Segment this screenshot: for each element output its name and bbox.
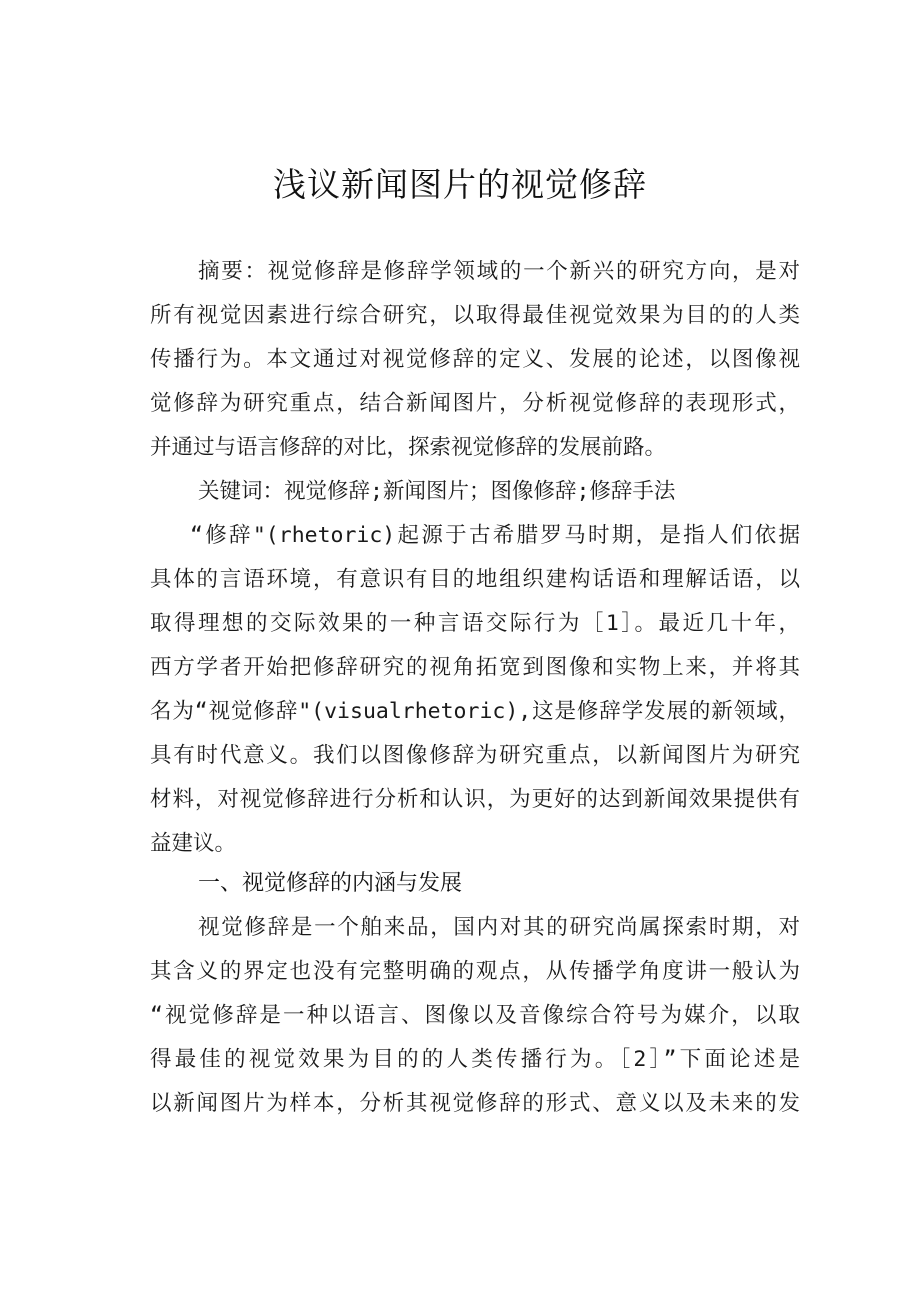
abstract-line: 传播行为。本文通过对视觉修辞的定义、发展的论述，以图像视 — [150, 347, 800, 372]
abstract-line: 摘要：视觉修辞是修辞学领域的一个新兴的研究方向，是对 — [198, 259, 800, 284]
section-heading: 一、视觉修辞的内涵与发展 — [198, 871, 463, 896]
intro-line: 具体的言语环境，有意识有目的地组织建构话语和理解话语，以 — [150, 567, 800, 592]
intro-line: 取得理想的交际效果的一种言语交际行为［1］。最近几十年， — [150, 611, 800, 636]
intro-line: 具有时代意义。我们以图像修辞为研究重点，以新闻图片为研究 — [150, 743, 800, 768]
section-line: 视觉修辞是一个舶来品，国内对其的研究尚属探索时期，对 — [198, 915, 800, 940]
intro-line: 名为“视觉修辞"(visualrhetoric),这是修辞学发展的新领域， — [150, 699, 800, 724]
document-title: 浅议新闻图片的视觉修辞 — [273, 165, 647, 204]
abstract-line: 所有视觉因素进行综合研究，以取得最佳视觉效果为目的的人类 — [150, 303, 800, 328]
abstract-line: 并通过与语言修辞的对比，探索视觉修辞的发展前路。 — [150, 435, 667, 460]
intro-line: 益建议。 — [150, 831, 237, 856]
keywords-line: 关键词：视觉修辞;新闻图片；图像修辞;修辞手法 — [198, 479, 676, 504]
section-line: 得最佳的视觉效果为目的的人类传播行为。［2］”下面论述是 — [150, 1047, 800, 1072]
abstract-line: 觉修辞为研究重点，结合新闻图片，分析视觉修辞的表现形式， — [150, 391, 800, 416]
section-line: 以新闻图片为样本，分析其视觉修辞的形式、意义以及未来的发 — [150, 1091, 800, 1116]
intro-line: “修辞"(rhetoric)起源于古希腊罗马时期，是指人们依据 — [190, 523, 800, 548]
section-line: “视觉修辞是一种以语言、图像以及音像综合符号为媒介，以取 — [150, 1003, 800, 1028]
intro-line: 西方学者开始把修辞研究的视角拓宽到图像和实物上来，并将其 — [150, 655, 800, 680]
section-line: 其含义的界定也没有完整明确的观点，从传播学角度讲一般认为 — [150, 959, 800, 984]
intro-line: 材料，对视觉修辞进行分析和认识，为更好的达到新闻效果提供有 — [150, 787, 800, 812]
